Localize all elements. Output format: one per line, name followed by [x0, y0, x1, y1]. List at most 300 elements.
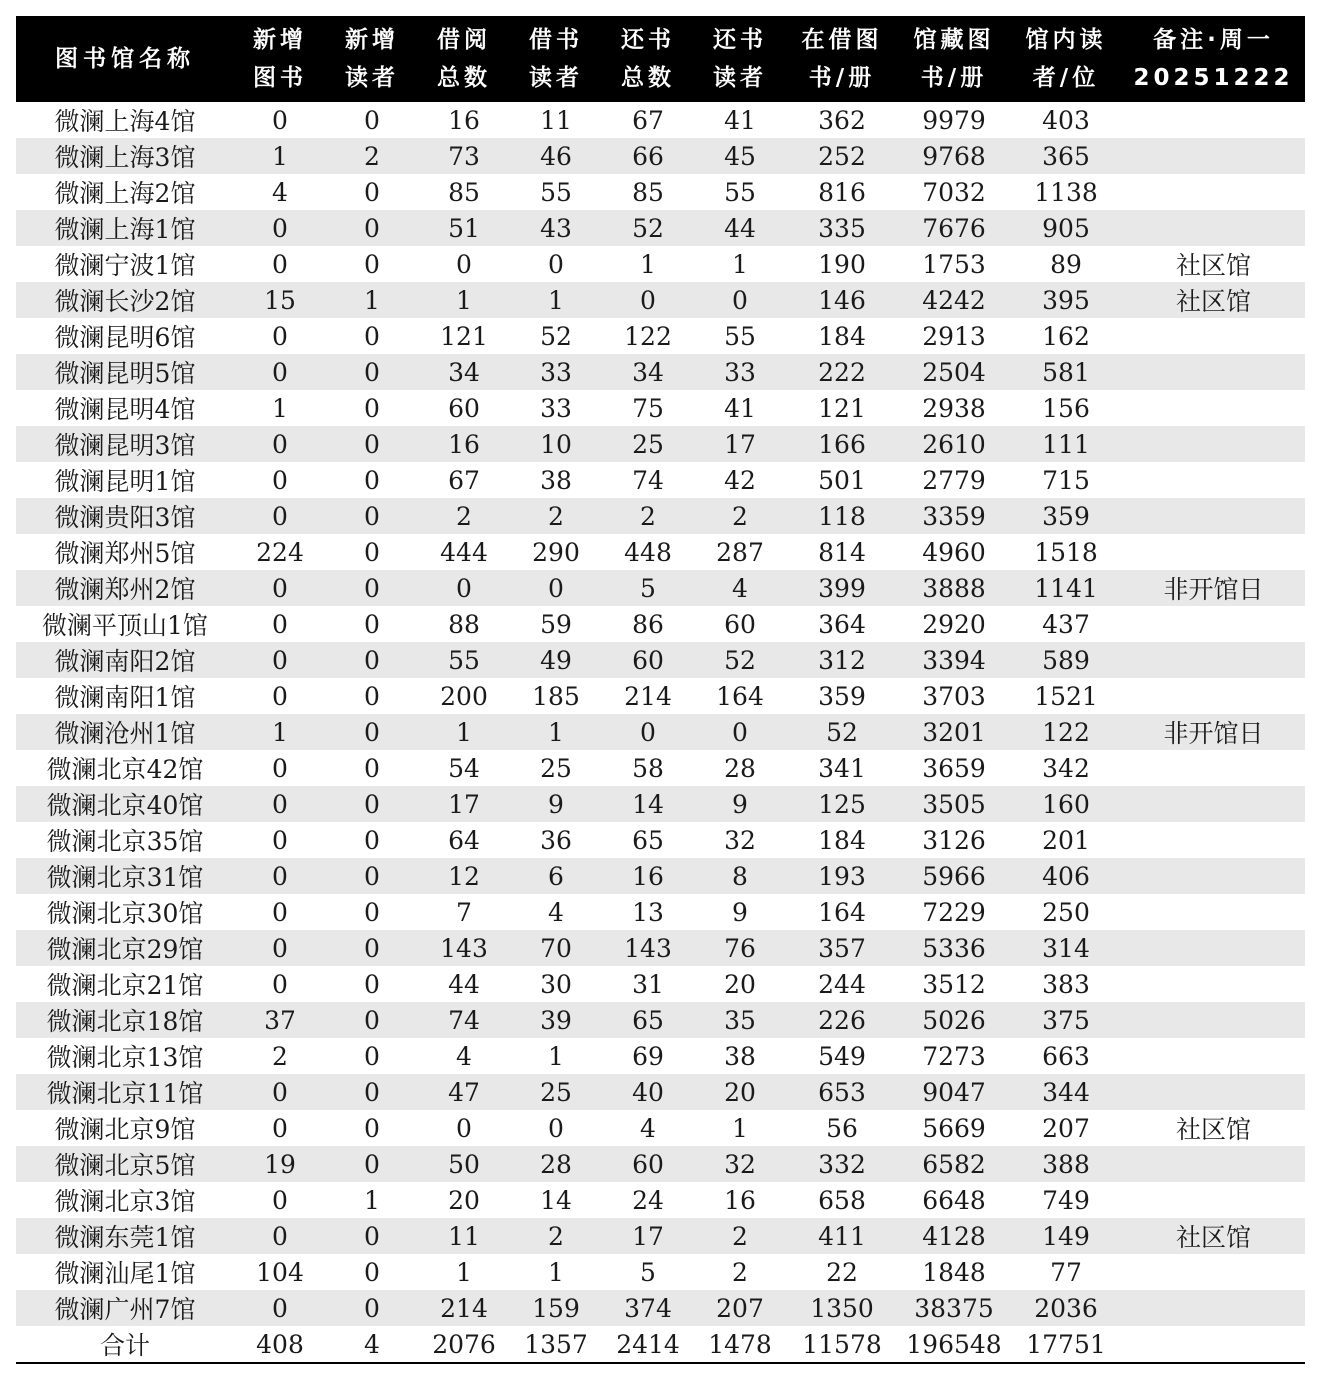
cell-new-readers: 0 — [364, 897, 380, 927]
cell-return-total: 69 — [632, 1041, 664, 1071]
cell-new-readers: 0 — [364, 393, 380, 423]
header-in-library-readers-line: 馆内读 — [1025, 27, 1107, 53]
cell-in-library-readers: 342 — [1042, 753, 1090, 783]
cell-library-name: 微澜北京29馆 — [16, 930, 234, 966]
cell-new-books: 0 — [272, 1185, 288, 1215]
cell-books-on-loan: 549 — [818, 1041, 866, 1071]
cell-new-books: 0 — [272, 609, 288, 639]
header-return-readers — [694, 16, 786, 102]
cell-borrow-readers: 33 — [540, 393, 572, 423]
table-row — [16, 1182, 1305, 1218]
cell-new-books: 1 — [234, 714, 326, 750]
cell-new-readers: 0 — [326, 786, 418, 822]
cell-return-total: 0 — [602, 282, 694, 318]
cell-return-total: 67 — [632, 105, 664, 135]
cell-borrow-readers: 159 — [510, 1290, 602, 1326]
table-row — [16, 894, 1305, 930]
cell-books-on-loan: 164 — [818, 897, 866, 927]
cell-return-total: 58 — [632, 753, 664, 783]
total-return-readers: 1478 — [694, 1326, 786, 1363]
cell-books-on-loan: 190 — [818, 249, 866, 279]
cell-remarks: 社区馆 — [1122, 282, 1305, 318]
header-return-total — [602, 16, 694, 102]
cell-return-total: 31 — [632, 969, 664, 999]
total-row — [16, 1326, 1305, 1363]
cell-remarks — [1122, 1038, 1305, 1074]
cell-borrow-total: 4 — [456, 1041, 472, 1071]
table-row — [16, 930, 1305, 966]
cell-new-readers: 0 — [326, 930, 418, 966]
header-new-readers-line: 新增 — [345, 27, 399, 53]
cell-borrow-readers: 59 — [540, 609, 572, 639]
cell-remarks: 非开馆日 — [1122, 714, 1305, 750]
cell-in-library-readers: 437 — [1042, 609, 1090, 639]
cell-borrow-readers: 2 — [510, 1218, 602, 1254]
header-return-total-line: 还书 — [621, 27, 675, 53]
cell-new-readers: 0 — [326, 1218, 418, 1254]
cell-in-library-readers: 1518 — [1034, 537, 1098, 567]
cell-new-readers: 2 — [326, 138, 418, 174]
header-collection-books — [898, 16, 1010, 102]
table-row — [16, 966, 1305, 1002]
cell-remarks — [1122, 426, 1305, 462]
cell-books-on-loan: 658 — [818, 1185, 866, 1215]
cell-return-total: 86 — [632, 609, 664, 639]
cell-borrow-total: 7 — [456, 897, 472, 927]
cell-borrow-total: 11 — [418, 1218, 510, 1254]
cell-borrow-total: 1 — [456, 1257, 472, 1287]
cell-return-readers: 55 — [724, 177, 756, 207]
cell-new-readers: 0 — [364, 321, 380, 351]
cell-borrow-total: 85 — [448, 177, 480, 207]
table-row — [16, 678, 1305, 714]
cell-borrow-total: 50 — [418, 1146, 510, 1182]
cell-remarks: 非开馆日 — [1122, 570, 1305, 606]
table-row — [16, 786, 1305, 822]
cell-new-books: 104 — [256, 1257, 304, 1287]
cell-library-name: 微澜昆明5馆 — [16, 354, 234, 390]
cell-collection-books: 6582 — [898, 1146, 1010, 1182]
cell-borrow-total: 214 — [418, 1290, 510, 1326]
cell-new-readers: 0 — [364, 681, 380, 711]
cell-collection-books: 3201 — [898, 714, 1010, 750]
cell-borrow-readers: 36 — [540, 825, 572, 855]
cell-new-books: 0 — [234, 1074, 326, 1110]
cell-remarks — [1122, 786, 1305, 822]
cell-return-total: 374 — [602, 1290, 694, 1326]
table-body — [16, 102, 1305, 1363]
cell-library-name: 微澜北京18馆 — [16, 1002, 234, 1038]
table-row — [16, 1254, 1305, 1290]
cell-remarks — [1122, 1002, 1305, 1038]
cell-books-on-loan: 816 — [818, 177, 866, 207]
cell-remarks — [1122, 1254, 1305, 1290]
cell-in-library-readers: 2036 — [1010, 1290, 1122, 1326]
cell-in-library-readers: 359 — [1010, 498, 1122, 534]
total-in-library-readers: 17751 — [1010, 1326, 1122, 1363]
cell-borrow-readers: 70 — [510, 930, 602, 966]
cell-in-library-readers: 1521 — [1034, 681, 1098, 711]
cell-library-name: 微澜上海3馆 — [16, 138, 234, 174]
cell-new-books: 0 — [234, 498, 326, 534]
cell-library-name: 微澜南阳2馆 — [16, 642, 234, 678]
header-borrow-readers-line: 读者 — [529, 65, 583, 91]
header-new-books-line: 图书 — [253, 65, 307, 91]
cell-collection-books: 4242 — [898, 282, 1010, 318]
cell-new-readers: 1 — [364, 1185, 380, 1215]
cell-return-readers: 20 — [694, 1074, 786, 1110]
table-row — [16, 1074, 1305, 1110]
cell-borrow-readers: 33 — [510, 354, 602, 390]
cell-new-books: 0 — [234, 426, 326, 462]
cell-new-books: 0 — [272, 969, 288, 999]
cell-collection-books: 3505 — [898, 786, 1010, 822]
table-row — [16, 822, 1305, 858]
cell-collection-books: 3659 — [922, 753, 986, 783]
cell-borrow-readers: 25 — [510, 1074, 602, 1110]
table-row — [16, 210, 1305, 246]
cell-borrow-readers: 55 — [540, 177, 572, 207]
cell-new-readers: 0 — [364, 969, 380, 999]
cell-collection-books: 3126 — [922, 825, 986, 855]
cell-new-readers: 0 — [326, 426, 418, 462]
cell-new-readers: 0 — [364, 753, 380, 783]
total-return-total: 2414 — [602, 1326, 694, 1363]
cell-return-total: 13 — [632, 897, 664, 927]
cell-return-readers: 207 — [694, 1290, 786, 1326]
table-row — [16, 1002, 1305, 1038]
cell-borrow-total: 1 — [418, 282, 510, 318]
table-row — [16, 714, 1305, 750]
cell-borrow-readers: 290 — [532, 537, 580, 567]
cell-in-library-readers: 375 — [1010, 1002, 1122, 1038]
cell-new-readers: 0 — [326, 354, 418, 390]
cell-library-name: 微澜沧州1馆 — [16, 714, 234, 750]
header-return-readers-line: 还书 — [713, 27, 767, 53]
cell-borrow-readers: 1 — [510, 714, 602, 750]
library-stats-sheet — [16, 16, 1305, 1364]
cell-library-name: 微澜北京5馆 — [16, 1146, 234, 1182]
total-remarks — [1122, 1326, 1305, 1363]
cell-return-total: 34 — [602, 354, 694, 390]
cell-library-name: 微澜北京31馆 — [16, 858, 234, 894]
total-books-on-loan: 11578 — [786, 1326, 898, 1363]
cell-remarks — [1122, 894, 1305, 930]
cell-remarks — [1122, 858, 1305, 894]
cell-collection-books: 3703 — [922, 681, 986, 711]
cell-return-readers: 8 — [694, 858, 786, 894]
cell-collection-books: 2504 — [898, 354, 1010, 390]
cell-books-on-loan: 312 — [786, 642, 898, 678]
table-row — [16, 1218, 1305, 1254]
cell-remarks — [1122, 678, 1305, 714]
table-row — [16, 750, 1305, 786]
cell-books-on-loan: 118 — [786, 498, 898, 534]
header-remarks — [1122, 16, 1305, 102]
cell-borrow-total: 88 — [448, 609, 480, 639]
cell-borrow-total: 64 — [448, 825, 480, 855]
cell-borrow-total: 121 — [440, 321, 488, 351]
cell-new-readers: 0 — [364, 825, 380, 855]
cell-books-on-loan: 1350 — [786, 1290, 898, 1326]
cell-library-name: 微澜北京9馆 — [54, 1115, 196, 1144]
cell-new-readers: 0 — [364, 609, 380, 639]
cell-new-readers: 0 — [364, 1113, 380, 1143]
cell-borrow-readers: 4 — [548, 897, 564, 927]
total-new-books: 408 — [234, 1326, 326, 1363]
cell-new-readers: 0 — [326, 1074, 418, 1110]
cell-in-library-readers: 149 — [1010, 1218, 1122, 1254]
cell-borrow-total: 0 — [456, 249, 472, 279]
cell-new-readers: 0 — [364, 177, 380, 207]
cell-library-name: 微澜郑州2馆 — [16, 570, 234, 606]
cell-collection-books: 7032 — [922, 177, 986, 207]
cell-collection-books: 4960 — [922, 537, 986, 567]
cell-borrow-readers: 43 — [510, 210, 602, 246]
cell-return-total: 122 — [624, 321, 672, 351]
cell-library-name: 微澜上海4馆 — [54, 107, 196, 136]
table-row — [16, 1146, 1305, 1182]
cell-library-name: 微澜北京40馆 — [16, 786, 234, 822]
cell-new-readers: 0 — [364, 1041, 380, 1071]
cell-in-library-readers: 715 — [1042, 465, 1090, 495]
cell-return-readers: 20 — [724, 969, 756, 999]
cell-return-readers: 55 — [724, 321, 756, 351]
cell-return-readers: 9 — [732, 897, 748, 927]
cell-new-readers: 0 — [326, 1290, 418, 1326]
header-new-readers — [326, 16, 418, 102]
cell-books-on-loan: 244 — [818, 969, 866, 999]
cell-library-name: 微澜长沙2馆 — [16, 282, 234, 318]
header-borrow-readers — [510, 16, 602, 102]
cell-return-total: 14 — [602, 786, 694, 822]
table-row — [16, 282, 1305, 318]
cell-borrow-total: 47 — [418, 1074, 510, 1110]
cell-new-readers: 1 — [326, 282, 418, 318]
cell-remarks — [1122, 462, 1305, 498]
cell-library-name: 微澜贵阳3馆 — [16, 498, 234, 534]
cell-in-library-readers: 89 — [1050, 249, 1082, 279]
cell-borrow-readers: 10 — [510, 426, 602, 462]
header-return-total-line: 总数 — [621, 65, 675, 91]
cell-new-readers: 0 — [326, 1146, 418, 1182]
table-row — [16, 138, 1305, 174]
cell-return-total: 66 — [602, 138, 694, 174]
cell-return-readers: 9 — [694, 786, 786, 822]
cell-new-books: 4 — [272, 177, 288, 207]
cell-return-total: 52 — [602, 210, 694, 246]
cell-new-books: 0 — [272, 321, 288, 351]
cell-collection-books: 9047 — [898, 1074, 1010, 1110]
cell-borrow-total: 17 — [418, 786, 510, 822]
cell-return-readers: 0 — [694, 282, 786, 318]
cell-new-books: 37 — [234, 1002, 326, 1038]
cell-collection-books: 7229 — [922, 897, 986, 927]
cell-new-readers: 0 — [326, 210, 418, 246]
cell-new-readers: 0 — [326, 570, 418, 606]
cell-new-readers: 0 — [326, 714, 418, 750]
cell-new-books: 0 — [234, 858, 326, 894]
cell-remarks — [1122, 930, 1305, 966]
cell-remarks — [1122, 354, 1305, 390]
cell-borrow-total: 51 — [418, 210, 510, 246]
cell-new-books: 0 — [234, 642, 326, 678]
cell-remarks — [1122, 174, 1305, 210]
cell-new-books: 1 — [234, 138, 326, 174]
cell-borrow-readers: 11 — [540, 105, 572, 135]
cell-in-library-readers: 388 — [1010, 1146, 1122, 1182]
cell-borrow-readers: 30 — [540, 969, 572, 999]
cell-library-name: 微澜南阳1馆 — [54, 683, 196, 712]
cell-return-readers: 41 — [724, 105, 756, 135]
cell-collection-books: 3512 — [922, 969, 986, 999]
cell-borrow-readers: 9 — [510, 786, 602, 822]
cell-new-books: 224 — [256, 537, 304, 567]
header-books-on-loan — [786, 16, 898, 102]
cell-library-name: 微澜北京13馆 — [46, 1043, 204, 1072]
cell-return-total: 2 — [602, 498, 694, 534]
cell-collection-books: 2938 — [922, 393, 986, 423]
cell-return-readers: 32 — [724, 825, 756, 855]
cell-in-library-readers: 344 — [1010, 1074, 1122, 1110]
header-in-library-readers — [1010, 16, 1122, 102]
cell-in-library-readers: 1138 — [1034, 177, 1098, 207]
cell-borrow-readers: 2 — [510, 498, 602, 534]
cell-new-books: 0 — [272, 249, 288, 279]
header-new-books-line: 新增 — [253, 27, 307, 53]
header-books-on-loan-line: 在借图 — [801, 27, 883, 53]
cell-return-total: 214 — [624, 681, 672, 711]
cell-new-books: 0 — [272, 1113, 288, 1143]
cell-borrow-readers: 0 — [548, 249, 564, 279]
cell-books-on-loan: 653 — [786, 1074, 898, 1110]
table-row — [16, 174, 1305, 210]
cell-in-library-readers: 365 — [1010, 138, 1122, 174]
cell-return-readers: 33 — [694, 354, 786, 390]
header-return-readers-line: 读者 — [713, 65, 767, 91]
cell-in-library-readers: 122 — [1010, 714, 1122, 750]
cell-new-books: 0 — [272, 753, 288, 783]
cell-books-on-loan: 357 — [786, 930, 898, 966]
cell-remarks — [1122, 750, 1305, 786]
cell-in-library-readers: 162 — [1042, 321, 1090, 351]
cell-new-readers: 0 — [326, 1002, 418, 1038]
cell-new-books: 0 — [272, 825, 288, 855]
cell-remarks — [1122, 642, 1305, 678]
cell-books-on-loan: 252 — [786, 138, 898, 174]
cell-collection-books: 4128 — [898, 1218, 1010, 1254]
cell-in-library-readers: 111 — [1010, 426, 1122, 462]
cell-remarks: 社区馆 — [1175, 1115, 1251, 1144]
cell-collection-books: 38375 — [898, 1290, 1010, 1326]
cell-borrow-readers: 0 — [548, 1113, 564, 1143]
cell-return-total: 4 — [640, 1113, 656, 1143]
cell-books-on-loan: 335 — [786, 210, 898, 246]
cell-return-readers: 28 — [724, 753, 756, 783]
cell-library-name: 微澜昆明6馆 — [54, 323, 196, 352]
cell-books-on-loan: 341 — [818, 753, 866, 783]
table-row — [16, 570, 1305, 606]
cell-in-library-readers: 663 — [1042, 1041, 1090, 1071]
header-collection-books-line: 馆藏图 — [913, 27, 995, 53]
cell-borrow-readers: 25 — [540, 753, 572, 783]
header-borrow-total — [418, 16, 510, 102]
cell-return-total: 24 — [632, 1185, 664, 1215]
cell-in-library-readers: 1141 — [1010, 570, 1122, 606]
cell-remarks — [1122, 1074, 1305, 1110]
cell-return-readers: 35 — [694, 1002, 786, 1038]
cell-new-books: 0 — [272, 465, 288, 495]
cell-borrow-total: 0 — [456, 1113, 472, 1143]
cell-return-readers: 1 — [732, 1113, 748, 1143]
cell-return-readers: 60 — [724, 609, 756, 639]
cell-remarks: 社区馆 — [1122, 1218, 1305, 1254]
cell-new-books: 0 — [234, 930, 326, 966]
cell-collection-books: 9768 — [898, 138, 1010, 174]
cell-borrow-total: 200 — [440, 681, 488, 711]
cell-remarks — [1122, 534, 1305, 570]
cell-return-total: 74 — [632, 465, 664, 495]
cell-borrow-total: 74 — [418, 1002, 510, 1038]
cell-borrow-total: 60 — [448, 393, 480, 423]
cell-return-total: 60 — [602, 1146, 694, 1182]
cell-borrow-readers: 28 — [510, 1146, 602, 1182]
cell-new-books: 0 — [272, 897, 288, 927]
cell-library-name: 微澜北京21馆 — [46, 971, 204, 1000]
cell-library-name: 微澜北京3馆 — [54, 1187, 196, 1216]
cell-return-readers: 0 — [694, 714, 786, 750]
cell-borrow-total: 444 — [440, 537, 488, 567]
cell-return-total: 16 — [602, 858, 694, 894]
cell-new-books: 0 — [272, 681, 288, 711]
cell-in-library-readers: 589 — [1010, 642, 1122, 678]
cell-return-readers: 44 — [694, 210, 786, 246]
cell-return-total: 85 — [632, 177, 664, 207]
cell-return-total: 5 — [602, 570, 694, 606]
cell-new-books: 0 — [234, 1290, 326, 1326]
cell-new-readers: 0 — [326, 642, 418, 678]
cell-new-books: 0 — [234, 210, 326, 246]
cell-books-on-loan: 226 — [786, 1002, 898, 1038]
cell-books-on-loan: 362 — [818, 105, 866, 135]
cell-borrow-readers: 0 — [510, 570, 602, 606]
table-row — [16, 426, 1305, 462]
cell-return-readers: 2 — [694, 498, 786, 534]
cell-borrow-total: 20 — [448, 1185, 480, 1215]
table-row — [16, 354, 1305, 390]
table-row — [16, 534, 1305, 570]
cell-in-library-readers: 156 — [1042, 393, 1090, 423]
cell-new-readers: 0 — [326, 498, 418, 534]
header-new-books — [234, 16, 326, 102]
header-borrow-readers-line: 借书 — [529, 27, 583, 53]
header-remarks-line: 20251222 — [1133, 65, 1294, 91]
cell-library-name: 微澜上海1馆 — [16, 210, 234, 246]
cell-remarks — [1122, 210, 1305, 246]
table-row — [16, 858, 1305, 894]
cell-books-on-loan: 411 — [786, 1218, 898, 1254]
cell-library-name: 微澜昆明4馆 — [54, 395, 196, 424]
cell-collection-books: 5966 — [898, 858, 1010, 894]
cell-return-readers: 76 — [694, 930, 786, 966]
cell-return-total: 75 — [632, 393, 664, 423]
cell-borrow-total: 55 — [418, 642, 510, 678]
cell-remarks — [1122, 1146, 1305, 1182]
table-row — [16, 390, 1305, 426]
cell-books-on-loan: 184 — [818, 321, 866, 351]
cell-return-readers: 38 — [724, 1041, 756, 1071]
cell-in-library-readers: 250 — [1042, 897, 1090, 927]
